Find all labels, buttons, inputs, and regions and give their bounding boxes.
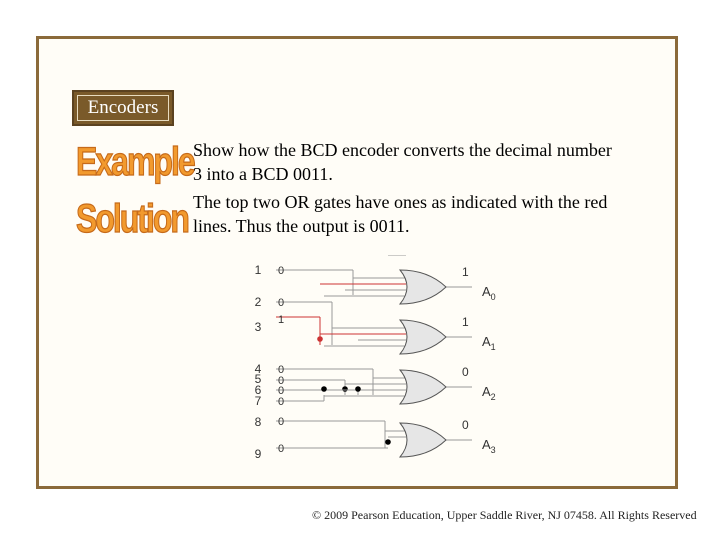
solution-text: The top two OR gates have ones as indicated with the red lines. Thus the output is 0011. <box>193 192 608 236</box>
example-label-graphic: Example <box>76 138 194 184</box>
bcd-encoder-circuit <box>240 255 540 470</box>
input-value-1: 0 <box>278 265 285 277</box>
input-value-2: 0 <box>278 297 285 309</box>
junction-dot-5 <box>342 386 348 392</box>
slide-title: Encoders <box>77 95 169 121</box>
or-gate-0 <box>400 270 446 304</box>
input-number-1: 1 <box>254 263 262 277</box>
or-gate-2 <box>400 370 446 404</box>
output-label-0: $A_0$ <box>482 284 496 302</box>
output-label-3: $A_3$ <box>482 437 496 455</box>
junction-dot-3 <box>317 336 323 342</box>
input-number-2: 2 <box>254 295 262 309</box>
output-value-2: 0 <box>462 365 469 379</box>
input-number-9: 9 <box>254 447 262 461</box>
junction-dot-7 <box>321 386 327 392</box>
input-value-5: 0 <box>278 375 285 387</box>
input-value-3: 1 <box>278 314 285 326</box>
output-value-3: 0 <box>462 418 469 432</box>
input-value-7: 0 <box>278 396 285 408</box>
junction-dot-6 <box>355 386 361 392</box>
input-number-4: 4 <box>254 362 262 376</box>
input-value-6: 0 <box>278 385 285 397</box>
copyright-notice: © 2009 Pearson Education, Upper Saddle River, NJ 07458. All Rights Reserved <box>312 508 697 522</box>
input-number-3: 3 <box>254 320 262 334</box>
input-value-4: 0 <box>278 364 285 376</box>
input-number-8: 8 <box>254 415 262 429</box>
or-gates <box>400 270 446 457</box>
or-gate-3 <box>400 423 446 457</box>
solution-label-graphic: Solution <box>76 195 188 241</box>
input-number-7: 7 <box>254 394 262 408</box>
input-value-9: 0 <box>278 443 285 455</box>
input-number-6: 6 <box>254 383 262 397</box>
input-value-8: 0 <box>278 416 285 428</box>
title-box <box>72 90 174 126</box>
output-label-1: $A_1$ <box>482 334 496 352</box>
output-label-2: $A_2$ <box>482 384 496 402</box>
junction-dot-9 <box>385 439 391 445</box>
circuit-labels <box>255 263 496 461</box>
input-number-5: 5 <box>254 372 262 386</box>
example-text: Show how the BCD encoder converts the decimal number 3 into a BCD 0011. <box>193 140 612 184</box>
output-value-0: 1 <box>462 265 469 279</box>
output-value-1: 1 <box>462 315 469 329</box>
or-gate-1 <box>400 320 446 354</box>
